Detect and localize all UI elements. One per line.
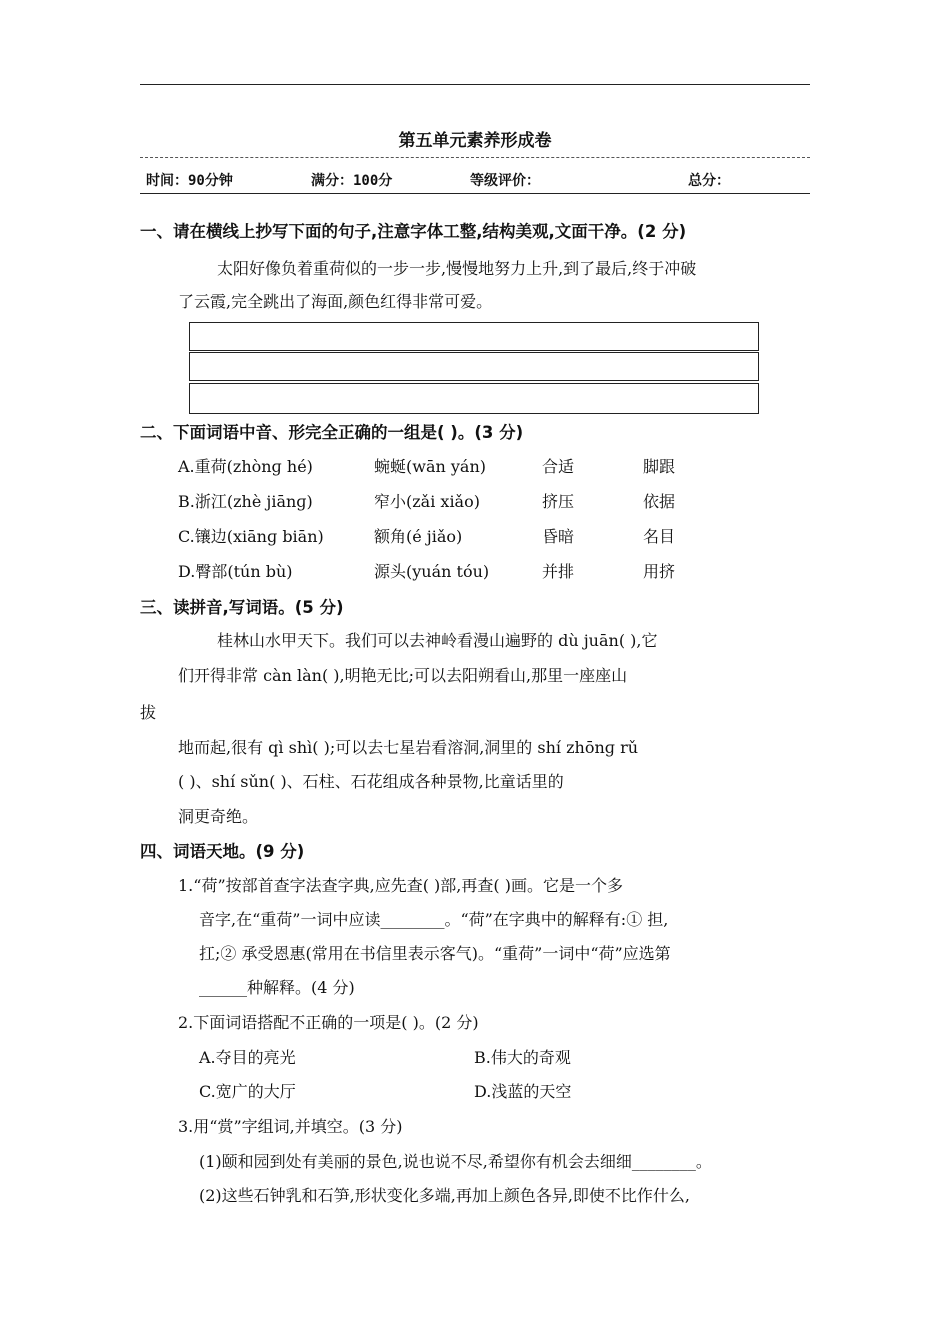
q4-item1-line-1: 1.“荷”按部首查字法查字典,应先查( )部,再查( )画。它是一个多 bbox=[178, 876, 623, 895]
q4-item2-option-a: A.夺目的亮光 bbox=[199, 1048, 296, 1067]
q4-item2-question: 2.下面词语搭配不正确的一项是( )。(2 分) bbox=[178, 1013, 479, 1032]
q4-item2-option-c: C.宽广的大厅 bbox=[199, 1082, 296, 1101]
page-title: 第五单元素养形成卷 bbox=[398, 131, 552, 151]
q4-item3-line-1: (1)颐和园到处有美丽的景色,说也说不尽,希望你有机会去细细________。 bbox=[199, 1152, 712, 1171]
copy-line-3[interactable] bbox=[189, 383, 759, 414]
q4-heading: 四、词语天地。(9 分) bbox=[140, 842, 305, 861]
q1-sentence-line-2: 了云霞,完全跳出了海面,颜色红得非常可爱。 bbox=[178, 292, 493, 311]
q4-item1-line-2: 音字,在“重荷”一词中应读________。“荷”在字典中的解释有:① 担, bbox=[199, 910, 669, 929]
grade-label: 等级评价： bbox=[470, 173, 540, 189]
q3-line-3: 拔 bbox=[140, 703, 157, 722]
q3-line-5: ( )、shí sǔn( )、石柱、石花组成各种景物,比童话里的 bbox=[178, 772, 564, 791]
q4-item2-option-b: B.伟大的奇观 bbox=[474, 1048, 571, 1067]
q2-option-b-word-3: 挤压 bbox=[542, 492, 575, 511]
q3-line-1: 桂林山水甲天下。我们可以去神岭看漫山遍野的 dù juān( ),它 bbox=[217, 631, 658, 650]
q2-option-a-word-3: 合适 bbox=[542, 457, 575, 476]
top-rule bbox=[140, 84, 810, 85]
q2-option-d-word-2: 源头(yuán tóu) bbox=[374, 562, 490, 581]
q2-option-a-word-2: 蜿蜒(wān yán) bbox=[374, 457, 486, 476]
q2-option-d-word-1: D.臀部(tún bù) bbox=[178, 562, 293, 581]
q2-option-d-word-3: 并排 bbox=[542, 562, 575, 581]
q3-line-2: 们开得非常 càn làn( ),明艳无比;可以去阳朔看山,那里一座座山 bbox=[178, 666, 628, 685]
header-dashed-rule bbox=[140, 157, 810, 158]
q1-sentence-line-1: 太阳好像负着重荷似的一步一步,慢慢地努力上升,到了最后,终于冲破 bbox=[217, 259, 697, 278]
copy-line-2[interactable] bbox=[189, 352, 759, 381]
copy-line-1[interactable] bbox=[189, 322, 759, 351]
q4-item1-line-3: 扛;② 承受恩惠(常用在书信里表示客气)。“重荷”一词中“荷”应选第 bbox=[199, 944, 671, 963]
total-label: 总分： bbox=[688, 173, 730, 189]
q1-heading: 一、请在横线上抄写下面的句子,注意字体工整,结构美观,文面干净。(2 分) bbox=[140, 222, 687, 241]
q2-option-c-word-3: 昏暗 bbox=[542, 527, 575, 546]
header-bottom-rule bbox=[140, 193, 810, 194]
q2-option-a-word-1: A.重荷(zhònɡ hé) bbox=[178, 457, 313, 476]
q2-option-c-word-4: 名目 bbox=[643, 527, 676, 546]
q2-option-d-word-4: 用挤 bbox=[643, 562, 676, 581]
q2-heading: 二、下面词语中音、形完全正确的一组是( )。(3 分) bbox=[140, 423, 524, 442]
q4-item1-line-4: ______种解释。(4 分) bbox=[199, 978, 355, 997]
q3-heading: 三、读拼音,写词语。(5 分) bbox=[140, 598, 344, 617]
q4-item2-option-d: D.浅蓝的天空 bbox=[474, 1082, 572, 1101]
time-label: 时间：90分钟 bbox=[146, 173, 233, 189]
full-score-label: 满分：100分 bbox=[311, 173, 393, 189]
q2-option-a-word-4: 脚跟 bbox=[643, 457, 676, 476]
q3-line-4: 地而起,很有 qì shì( );可以去七星岩看溶洞,洞里的 shí zhōnɡ rǔ bbox=[178, 738, 639, 757]
q2-option-b-word-4: 依据 bbox=[643, 492, 676, 511]
q2-option-c-word-2: 额角(é jiǎo) bbox=[374, 527, 463, 546]
q3-line-6: 洞更奇绝。 bbox=[178, 807, 259, 826]
q2-option-c-word-1: C.镶边(xiānɡ biān) bbox=[178, 527, 324, 546]
q2-option-b-word-2: 窄小(zǎi xiǎo) bbox=[374, 492, 480, 511]
q4-item3-line-2: (2)这些石钟乳和石笋,形状变化多端,再加上颜色各异,即使不比作什么, bbox=[199, 1186, 691, 1205]
q2-option-b-word-1: B.浙江(zhè jiānɡ) bbox=[178, 492, 313, 511]
q4-item3-question: 3.用“赏”字组词,并填空。(3 分) bbox=[178, 1117, 403, 1136]
